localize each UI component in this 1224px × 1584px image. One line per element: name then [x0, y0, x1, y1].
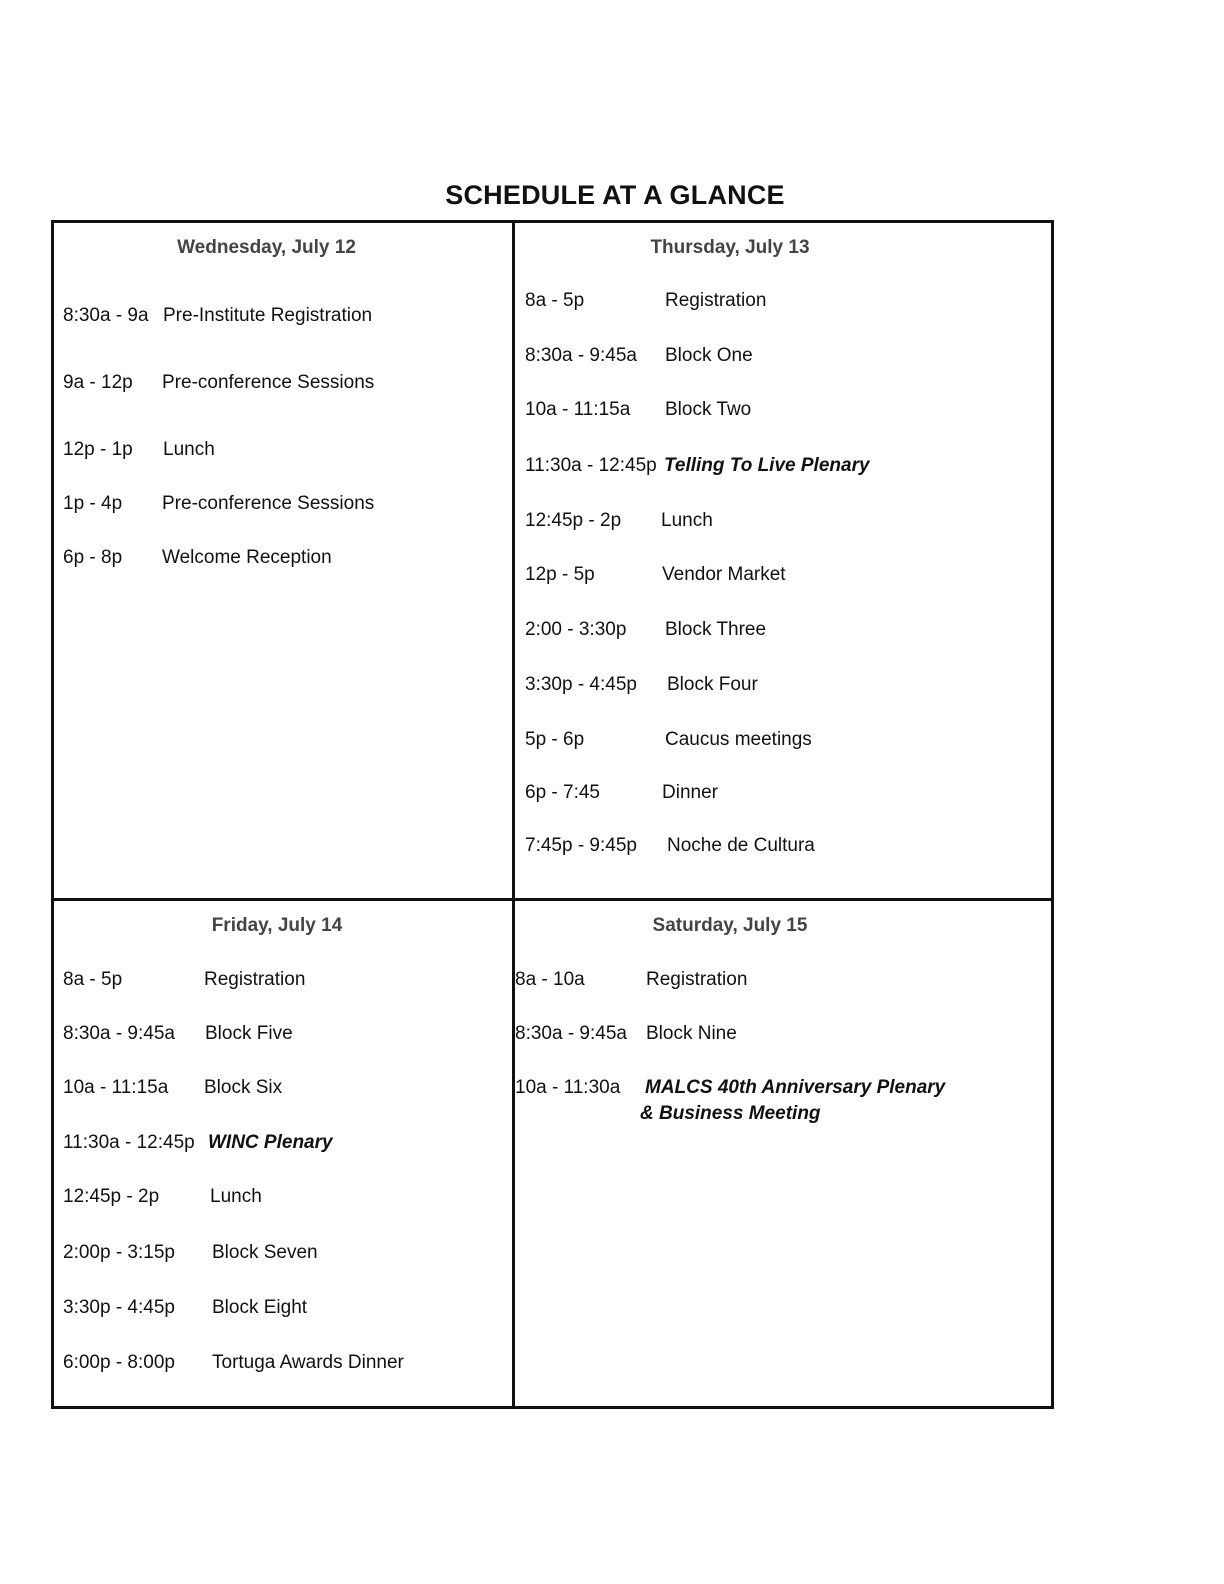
time-label: 8:30a - 9:45a: [63, 1023, 175, 1044]
column-divider: [512, 220, 515, 1409]
time-label: 3:30p - 4:45p: [63, 1297, 175, 1318]
page-title: SCHEDULE AT A GLANCE: [445, 180, 785, 210]
event-label: Registration: [646, 969, 748, 990]
time-label: 12p - 1p: [63, 439, 133, 460]
event-label: Pre-conference Sessions: [162, 493, 375, 514]
event-label: WINC Plenary: [208, 1132, 333, 1153]
event-label: Pre-conference Sessions: [162, 372, 375, 393]
time-label: 8:30a - 9:45a: [515, 1023, 627, 1044]
event-label: Vendor Market: [662, 564, 786, 585]
day-heading-thursday: Thursday, July 13: [650, 237, 810, 258]
event-label: Registration: [665, 290, 767, 311]
time-label: 8:30a - 9a: [63, 305, 149, 326]
event-label: Pre-Institute Registration: [163, 305, 373, 326]
row-divider: [51, 898, 1054, 901]
event-label: Block Three: [665, 619, 767, 640]
time-label: 11:30a - 12:45p: [63, 1132, 195, 1153]
event-label: Lunch: [661, 510, 713, 531]
event-label: Block Six: [204, 1077, 283, 1098]
time-label: 12p - 5p: [525, 564, 595, 585]
event-label: Lunch: [163, 439, 215, 460]
event-label: Caucus meetings: [665, 729, 812, 750]
time-label: 8a - 5p: [525, 290, 585, 311]
time-label: 8a - 5p: [63, 969, 123, 990]
time-label: 3:30p - 4:45p: [525, 674, 637, 695]
time-label: 7:45p - 9:45p: [525, 835, 637, 856]
day-heading-saturday: Saturday, July 15: [652, 915, 808, 936]
day-heading-wednesday: Wednesday, July 12: [177, 237, 356, 258]
time-label: 2:00 - 3:30p: [525, 619, 627, 640]
event-label: Lunch: [210, 1186, 262, 1207]
event-label-continued: & Business Meeting: [640, 1103, 821, 1124]
event-label: Dinner: [662, 782, 718, 803]
time-label: 10a - 11:15a: [525, 399, 631, 420]
event-label: Noche de Cultura: [667, 835, 815, 856]
event-label: Block Two: [665, 399, 752, 420]
event-label: Block Five: [205, 1023, 293, 1044]
time-label: 11:30a - 12:45p: [525, 455, 657, 476]
time-label: 10a - 11:30a: [515, 1077, 621, 1098]
time-label: 1p - 4p: [63, 493, 123, 514]
event-label: Welcome Reception: [162, 547, 332, 568]
schedule-grid: [51, 220, 1054, 1409]
time-label: 8:30a - 9:45a: [525, 345, 637, 366]
time-label: 6p - 7:45: [525, 782, 600, 803]
time-label: 12:45p - 2p: [525, 510, 622, 531]
time-label: 8a - 10a: [515, 969, 585, 990]
time-label: 12:45p - 2p: [63, 1186, 160, 1207]
time-label: 6:00p - 8:00p: [63, 1352, 175, 1373]
event-label: Telling To Live Plenary: [664, 455, 870, 476]
time-label: 5p - 6p: [525, 729, 585, 750]
event-label: Block Seven: [212, 1242, 318, 1263]
time-label: 9a - 12p: [63, 372, 133, 393]
event-label: Block Four: [667, 674, 758, 695]
event-label: Tortuga Awards Dinner: [212, 1352, 404, 1373]
event-label: Block One: [665, 345, 753, 366]
event-label: MALCS 40th Anniversary Plenary: [645, 1077, 946, 1098]
time-label: 6p - 8p: [63, 547, 123, 568]
day-heading-friday: Friday, July 14: [211, 915, 343, 936]
time-label: 10a - 11:15a: [63, 1077, 169, 1098]
event-label: Registration: [204, 969, 306, 990]
time-label: 2:00p - 3:15p: [63, 1242, 175, 1263]
event-label: Block Nine: [646, 1023, 737, 1044]
event-label: Block Eight: [212, 1297, 308, 1318]
